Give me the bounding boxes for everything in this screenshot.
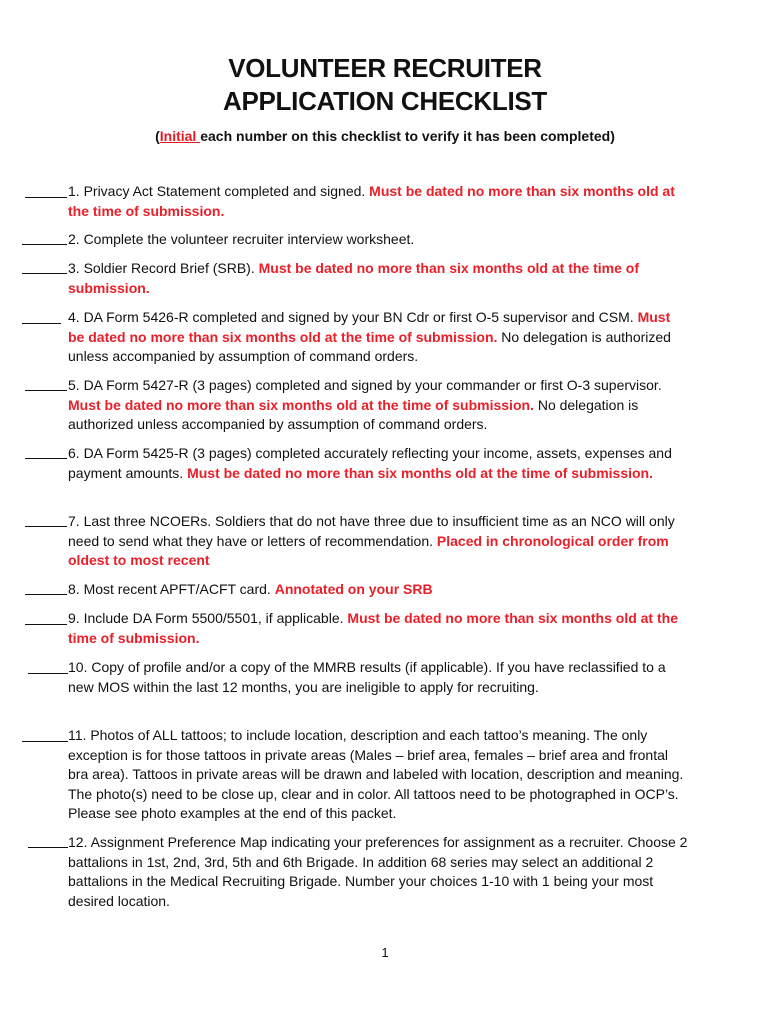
item-requirement: Annotated on your SRB (274, 581, 433, 597)
checklist-item-5 (68, 376, 688, 435)
item-requirement: Must be dated no more than six months old at the time of submission. (68, 260, 639, 296)
initial-blank-10[interactable] (28, 673, 68, 674)
checklist-item-11 (68, 726, 688, 824)
initial-blank-8[interactable] (25, 594, 67, 595)
item-text-after: No delegation is authorized unless accompanied by assumption of command orders. (68, 396, 639, 432)
checklist-item-8 (68, 580, 688, 600)
initial-blank-2[interactable] (22, 244, 67, 245)
item-requirement: Must be dated no more than six months old at the time of submission. (68, 396, 534, 413)
item-text: 3. Soldier Record Brief (SRB). (68, 260, 259, 276)
item-requirement: Must be dated no more than six months old at the time of submission. (187, 464, 653, 481)
checklist-item-2 (68, 230, 688, 250)
initial-blank-3[interactable] (22, 273, 67, 274)
checklist-item-1 (68, 182, 688, 221)
page-number: 1 (381, 945, 389, 960)
initial-blank-5[interactable] (25, 390, 67, 391)
item-text-after: No delegation is authorized unless accompanied by assumption of command orders. (68, 328, 671, 364)
item-text: 8. Most recent APFT/ACFT card. (68, 581, 275, 597)
checklist-item-7 (68, 512, 688, 571)
item-text: 10. Copy of profile and/or a copy of the MMRB results (if applicable). If you have reclassified to a new MOS within the last 12 months, you are ineligible to apply for recruiting. (68, 659, 666, 695)
initial-blank-1[interactable] (25, 197, 67, 198)
checklist-item-4 (68, 308, 688, 367)
item-text: 4. DA Form 5426-R completed and signed by your BN Cdr or first O-5 supervisor and CSM. (68, 309, 638, 325)
open-paren: ( (155, 128, 160, 144)
page-title-line-1: VOLUNTEER RECRUITER (228, 53, 542, 83)
item-text: 9. Include DA Form 5500/5501, if applicable. (68, 610, 348, 626)
initial-word: Initial (159, 128, 201, 144)
item-text: 12. Assignment Preference Map indicating your preferences for assignment as a recruiter. Choose 2 battalions in 1st, 2nd, 3rd, 5th and 6th Brigade. In addition 68 series may select an additional 2 battalions in the Medical Recruiting Brigade. Number your choices 1-10 with 1 being your most desired location. (68, 834, 688, 909)
checklist-item-12 (68, 833, 688, 911)
checklist-item-3 (68, 259, 688, 298)
item-text: 11. Photos of ALL tattoos; to include location, description and each tattoo’s meaning. The only exception is for those tattoos in private areas (Males – brief area, females – brief area and frontal bra area). Tattoos in private areas will be drawn and labeled with location, description and meaning. The photo(s) need to be close up, clear and in color. All tattoos need to be photographed in OCP’s. Please see photo examples at the end of this packet. (68, 727, 684, 821)
checklist-item-9 (68, 609, 688, 648)
initial-blank-12[interactable] (28, 847, 68, 848)
initial-blank-7[interactable] (25, 526, 67, 527)
item-text: 2. Complete the volunteer recruiter interview worksheet. (68, 231, 415, 247)
initial-blank-9[interactable] (25, 624, 67, 625)
item-text: 7. Last three NCOERs. Soldiers that do not have three due to insufficient time as an NCO will only need to send what they have or letters of recommendation. (68, 513, 675, 549)
item-requirement: Must be dated no more than six months old at the time of submission. (68, 183, 675, 219)
initial-blank-4[interactable] (22, 323, 61, 324)
item-text: 6. DA Form 5425-R (3 pages) completed accurately reflecting your income, assets, expenses and payment amounts. (68, 445, 672, 481)
instructions-text: each number on this checklist to verify it has been completed) (200, 128, 615, 144)
page-title-line-2: APPLICATION CHECKLIST (223, 86, 547, 116)
item-requirement: Placed in chronological order from oldest to most recent (68, 532, 669, 568)
item-text: 5. DA Form 5427-R (3 pages) completed and signed by your commander or first O-3 supervisor. (68, 377, 662, 393)
initial-blank-11[interactable] (22, 741, 68, 742)
instructions-line (0, 128, 770, 144)
checklist-item-10 (68, 658, 688, 697)
initial-blank-6[interactable] (25, 458, 67, 459)
item-requirement: Must be dated no more than six months old at the time of submission. (68, 309, 671, 345)
checklist-item-6 (68, 444, 688, 483)
item-requirement: Must be dated no more than six months old at the time of submission. (68, 610, 678, 646)
item-text: 1. Privacy Act Statement completed and signed. (68, 183, 370, 199)
